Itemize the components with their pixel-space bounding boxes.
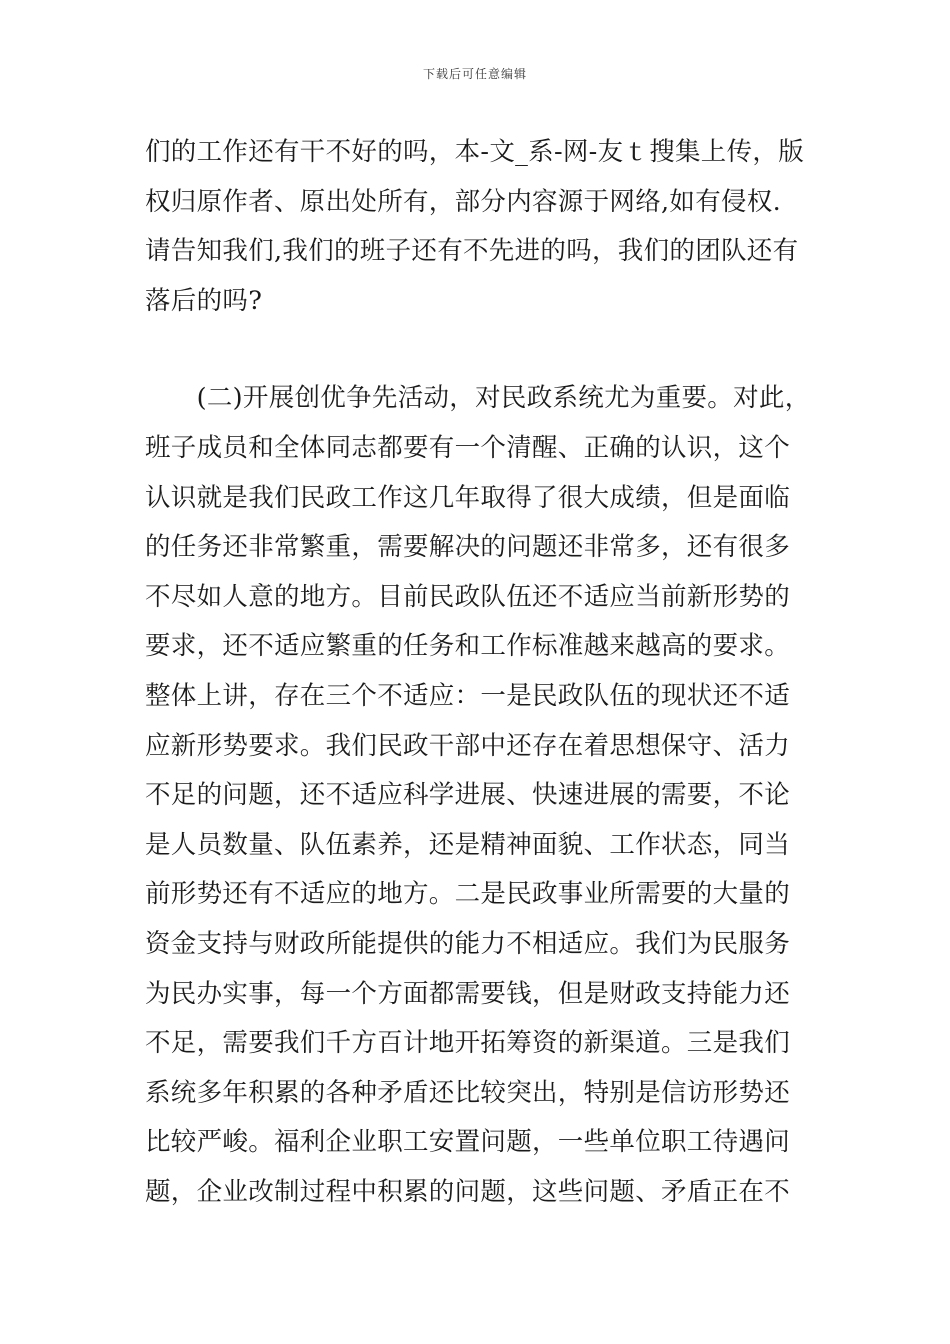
paragraph-1	[145, 128, 825, 326]
text-line: 系统多年积累的各种矛盾还比较突出，特别是信访形势还	[145, 1077, 791, 1108]
paragraph-gap	[145, 326, 825, 374]
text-line: 不足的问题，还不适应科学进展、快速进展的需要，不论	[145, 780, 791, 811]
text-line: 不足，需要我们千方百计地开拓筹资的新渠道。三是我们	[145, 1028, 791, 1059]
text-line: 的任务还非常繁重，需要解决的问题还非常多，还有很多	[145, 532, 791, 563]
text-line: 要求，还不适应繁重的任务和工作标准越来越高的要求。	[145, 631, 791, 662]
text-line: 认识就是我们民政工作这几年取得了很大成绩，但是面临	[145, 482, 791, 513]
paragraph-2	[145, 374, 825, 1217]
text-line: 整体上讲，存在三个不适应：一是民政队伍的现状还不适	[145, 680, 791, 711]
page-header: 下载后可任意编辑	[422, 67, 527, 81]
text-line: 班子成员和全体同志都要有一个清醒、正确的认识，这个	[145, 432, 791, 463]
text-line: 应新形势要求。我们民政干部中还存在着思想保守、活力	[145, 730, 791, 761]
text-line: 们的工作还有干不好的吗，本-文_系-网-友ｔ搜集上传，版	[145, 137, 804, 167]
document-body	[145, 128, 825, 1217]
text-line: 前形势还有不适应的地方。二是民政事业所需要的大量的	[145, 879, 791, 910]
text-line: 落后的吗?	[145, 285, 263, 316]
text-line: 为民办实事，每一个方面都需要钱，但是财政支持能力还	[145, 978, 791, 1009]
text-line: 比较严峻。福利企业职工安置问题，一些单位职工待遇问	[145, 1127, 791, 1158]
text-line: 是人员数量、队伍素养，还是精神面貌、工作状态，同当	[145, 829, 791, 860]
text-line: 题，企业改制过程中积累的问题，这些问题、矛盾正在不	[145, 1176, 791, 1207]
text-line: (二)开展创优争先活动，对民政系统尤为重要。对此，	[145, 383, 811, 414]
text-line: 权归原作者、原出处所有，部分内容源于网络,如有侵权.	[145, 186, 782, 217]
text-line: 不尽如人意的地方。目前民政队伍还不适应当前新形势的	[145, 581, 791, 612]
text-line: 请告知我们,我们的班子还有不先进的吗，我们的团队还有	[145, 236, 799, 267]
text-line: 资金支持与财政所能提供的能力不相适应。我们为民服务	[145, 928, 791, 959]
